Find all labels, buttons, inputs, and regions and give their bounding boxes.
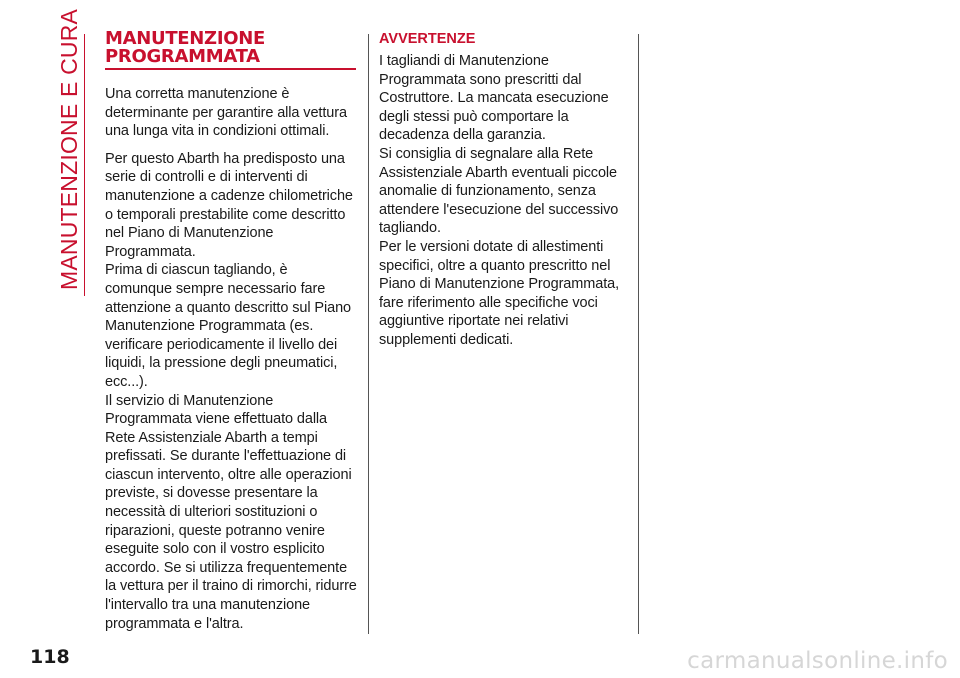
page-heading-line1: MANUTENZIONE [105, 28, 265, 49]
warning-paragraph: I tagliandi di Manutenzione Programmata sono prescritti dal Costruttore. La mancata esecuzione degli stessi può comportare la decadenza della garanzia. [379, 53, 609, 144]
body-paragraph: Prima di ciascun tagliando, è comunque sempre necessario fare attenzione a quanto descritto sul Piano Manutenzione Programmata (es. verificare periodicamente il livello dei liquidi, la pressione degli pneumatici, ecc...). [105, 262, 351, 390]
right-column [379, 30, 631, 350]
left-column [105, 30, 357, 633]
page-heading [105, 30, 357, 66]
column-divider [638, 34, 639, 634]
section-divider-rule [84, 34, 85, 296]
heading-underline [105, 68, 356, 70]
body-paragraph: Per questo Abarth ha predisposto una serie di controlli e di interventi di manutenzione a cadenze chilometriche o temporali prestabilite come descritto nel Piano di Manutenzione Programmata. [105, 150, 353, 260]
column-divider [368, 34, 369, 634]
warning-heading: AVVERTENZE [379, 31, 476, 47]
warning-paragraph: Per le versioni dotate di allestimenti specifici, oltre a quanto prescritto nel Piano di Manutenzione Programmata, fare riferimento alle specifiche voci aggiuntive riportate nei relativi supplementi dedicati. [379, 238, 620, 348]
intro-paragraph: Una corretta manutenzione è determinante per garantire alla vettura una lunga vita in condizioni ottimali. [105, 86, 347, 140]
page-heading-line2: PROGRAMMATA [105, 46, 260, 67]
page-number: 118 [30, 646, 70, 668]
body-paragraph: Il servizio di Manutenzione Programmata viene effettuato dalla Rete Assistenziale Abarth a tempi prefissati. Se durante l'effettuazione di ciascun intervento, oltre alle operazioni previste, si dovesse presentare la necessità di ulteriori sostituzioni o riparazioni, queste potranno venire eseguite solo con il vostro esplicito accordo. Se si utilizza frequentemente la vettura per il traino di rimorchi, ridurre l'intervallo tra una manutenzione programmata e l'altra. [105, 392, 357, 632]
section-title-vertical: MANUTENZIONE E CURA [56, 8, 82, 290]
warning-paragraph: Si consiglia di segnalare alla Rete Assistenziale Abarth eventuali piccole anomalie di funzionamento, senza attendere l'esecuzione del successivo tagliando. [379, 145, 619, 237]
watermark: carmanualsonline.info [687, 648, 948, 674]
